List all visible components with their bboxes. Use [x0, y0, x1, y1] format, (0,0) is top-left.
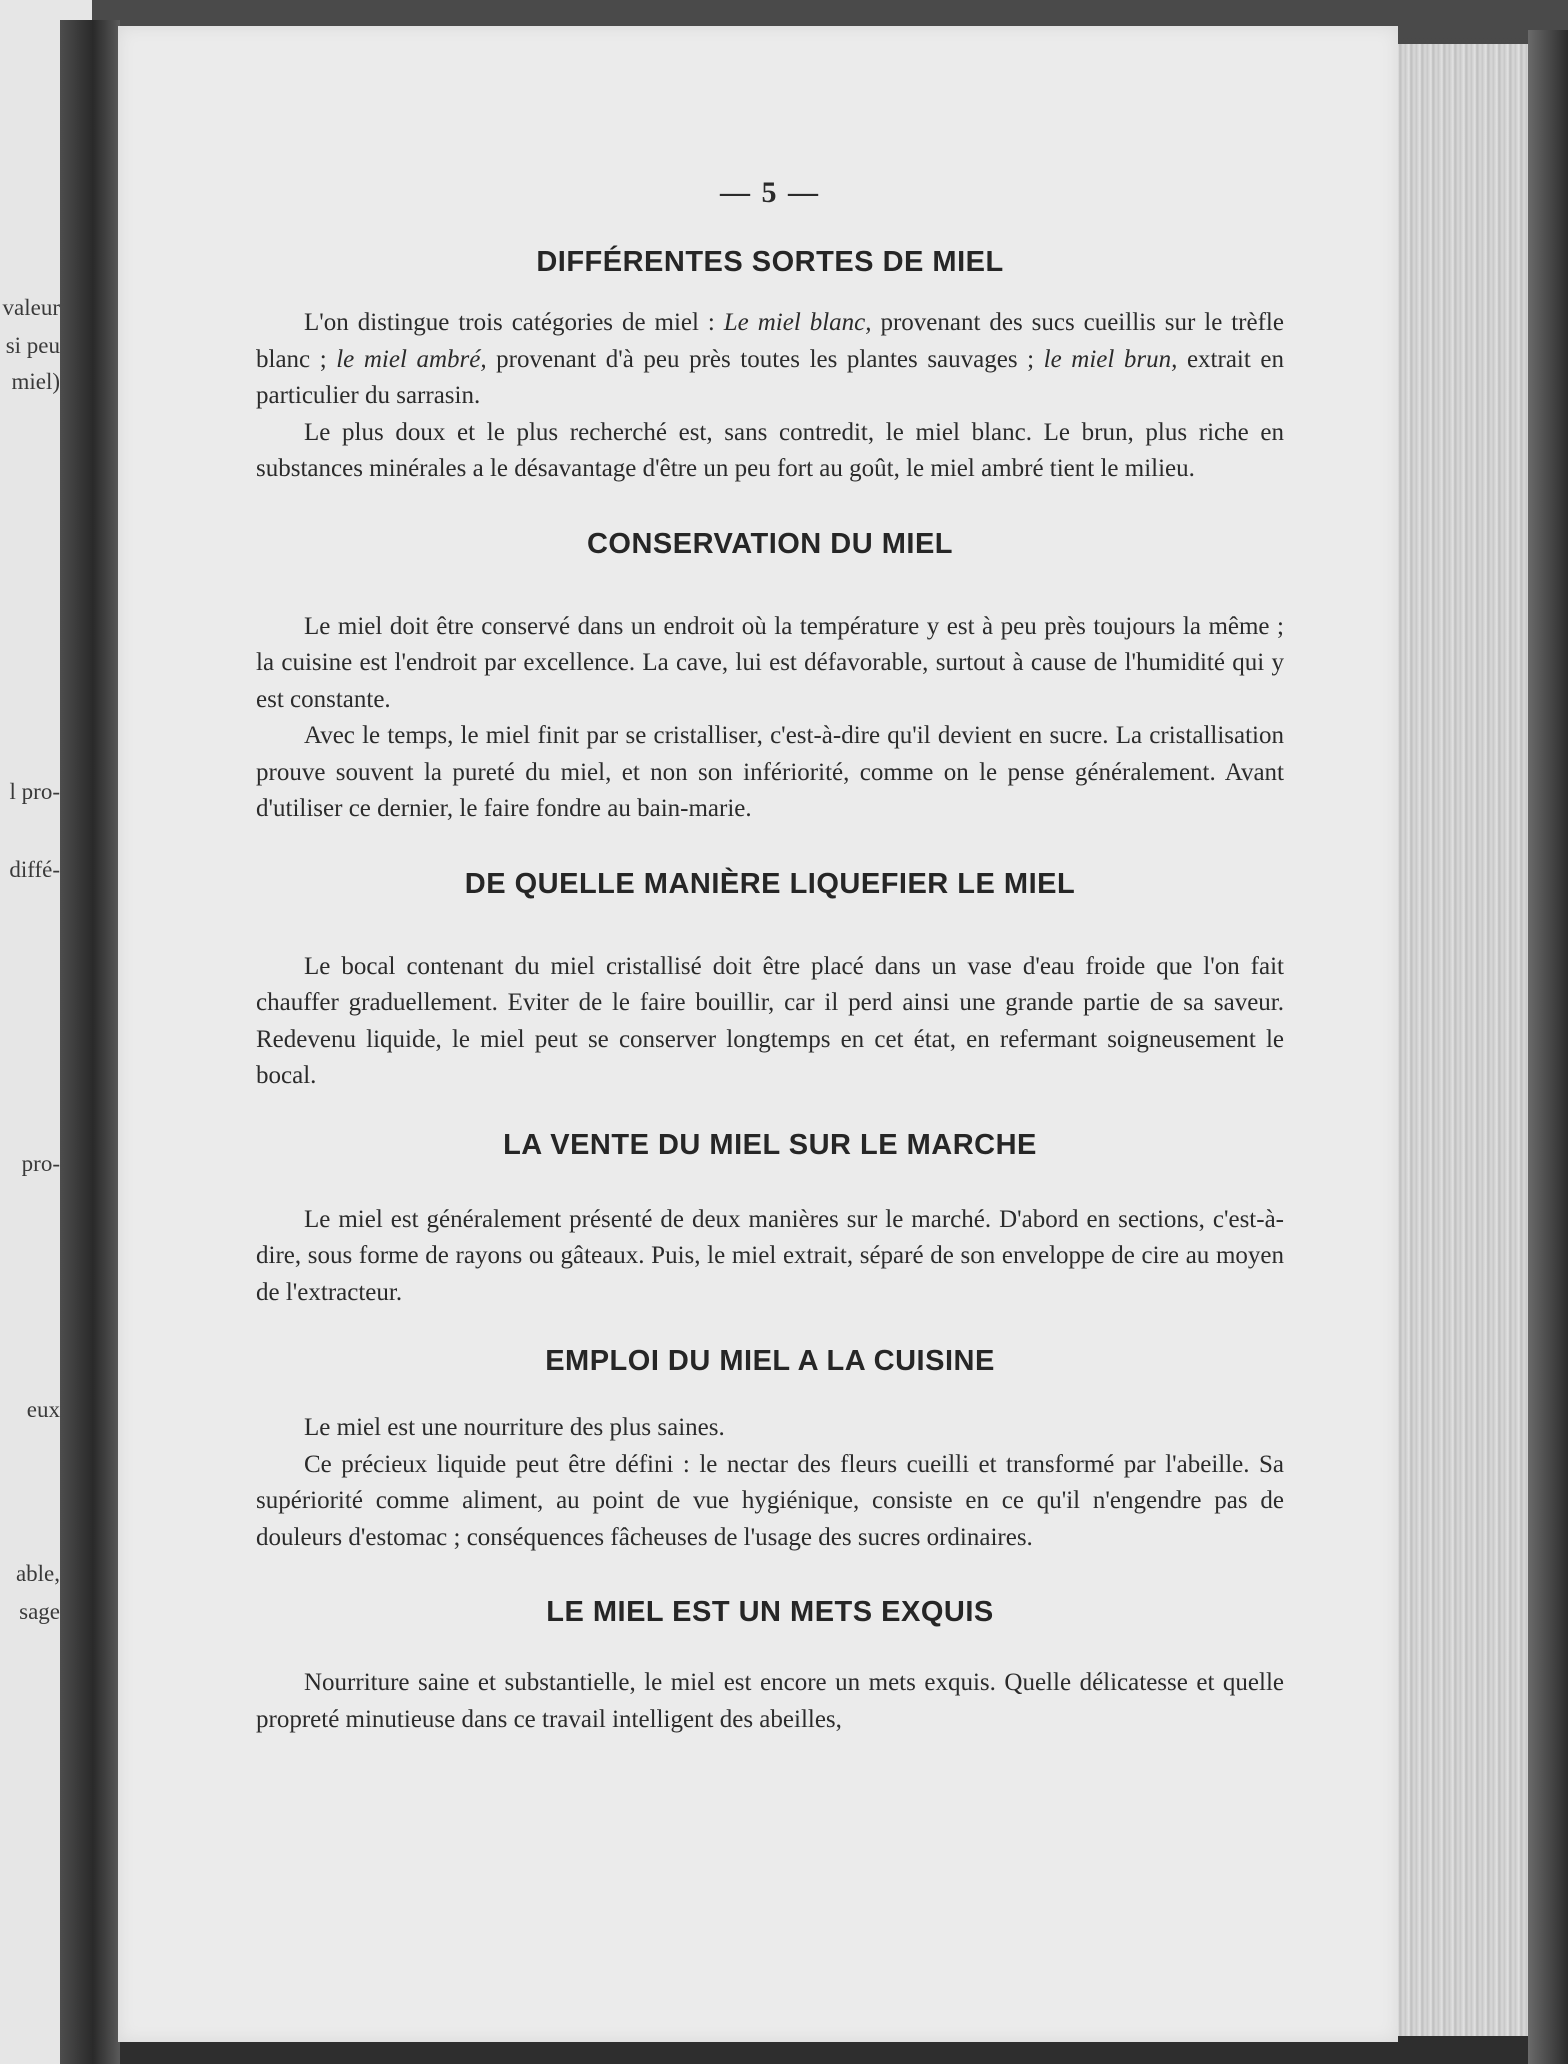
book-cover-edge [1528, 30, 1568, 2064]
paragraph [256, 305, 1284, 415]
previous-page-fragment: l pro- [9, 779, 60, 804]
previous-page-fragment: valeur [2, 295, 60, 320]
text-run: Nourriture saine et substantielle, le miel est encore un mets exquis. Quelle délicatesse et quelle propreté minutieuse dans ce travail intelligent des abeilles, [256, 1669, 1284, 1733]
italic-text-run: Le miel blanc, [723, 309, 872, 336]
section-vente [256, 1129, 1284, 1312]
text-run: provenant d'à peu près toutes les plantes sauvages ; [486, 345, 1044, 373]
book-gutter [60, 20, 120, 2064]
page-content [256, 176, 1284, 1738]
section-emploi-cuisine [256, 1345, 1284, 1556]
text-run: Le bocal contenant du miel cristallisé doit être placé dans un vase d'eau froide que l'on fait chauffer graduellement. Eviter de le faire bouillir, car il perd ainsi une grande partie de sa saveur. Redevenu liquide, le miel peut se conserver longtemps en cet état, en refermant soigneusement le bocal. [256, 952, 1284, 1089]
section-heading: LA VENTE DU MIEL SUR LE MARCHE [503, 1128, 1037, 1161]
text-run: Le miel doit être conservé dans un endroit où la température y est à peu près toujours la même ; la cuisine est l'endroit par excellence. La cave, lui est défavorable, surtout à cause de l'humidité qui y est constante. [256, 612, 1284, 713]
section-conservation [256, 528, 1284, 828]
paragraph [256, 1447, 1284, 1557]
paragraph [256, 1202, 1284, 1312]
text-run: extrait en particulier du sarrasin. [256, 345, 1284, 409]
book-page [118, 26, 1398, 2042]
previous-page-fragment: miel) [11, 369, 60, 394]
text-run: Le miel est une nourriture des plus saines. [304, 1414, 725, 1441]
italic-text-run: le miel ambré, [336, 345, 487, 373]
previous-page-fragment: sage [19, 1599, 60, 1624]
paragraph [256, 949, 1284, 1095]
text-run: L'on distingue trois catégories de miel : [304, 309, 724, 336]
section-differentes-sortes [256, 246, 1284, 488]
italic-text-run: le miel brun, [1043, 345, 1178, 373]
text-run: Ce précieux liquide peut être défini : le nectar des fleurs cueilli et transformé par l'abeille. Sa supériorité comme aliment, au point de vue hygiénique, consiste en ce qu'il n'engendre pas de douleurs d'estomac ; conséquences fâcheuses de l'usage des sucres ordinaires. [256, 1450, 1284, 1551]
paragraph [256, 415, 1284, 488]
previous-page-fragment: eux [26, 1397, 60, 1422]
section-mets-exquis [256, 1596, 1284, 1738]
previous-page-fragment: si peu [5, 333, 60, 358]
previous-page-fragment: diffé- [9, 857, 60, 882]
section-heading: DE QUELLE MANIÈRE LIQUEFIER LE MIEL [464, 867, 1076, 900]
text-run: Avec le temps, le miel finit par se cristalliser, c'est-à-dire qu'il devient en sucre. La cristallisation prouve souvent la pureté du miel, et non son infériorité, comme on le pense généralement. Avant d'utiliser ce dernier, le faire fondre au bain-marie. [256, 722, 1284, 822]
page-number: — 5 — [720, 176, 820, 209]
previous-page-fragment: able, [15, 1561, 60, 1586]
paragraph [256, 609, 1284, 719]
previous-page-fragment: pro- [21, 1151, 60, 1176]
section-liquefier [256, 868, 1284, 1095]
paragraph [256, 718, 1284, 828]
paragraph [256, 1410, 1284, 1447]
section-heading: CONSERVATION DU MIEL [586, 527, 954, 560]
section-heading: DIFFÉRENTES SORTES DE MIEL [536, 246, 1004, 278]
text-run: provenant des sucs cueillis sur le trèfle blanc ; [256, 309, 1284, 373]
text-run: Le miel est généralement présenté de deux manières sur le marché. D'abord en sections, c'est-à-dire, sous forme de rayons ou gâteaux. Puis, le miel extrait, séparé de son enveloppe de cire au moyen de l'extracteur. [256, 1205, 1284, 1306]
text-run: Le plus doux et le plus recherché est, sans contredit, le miel blanc. Le brun, plus riche en substances minérales a le désavantage d'être un peu fort au goût, le miel ambré tient le milieu. [256, 418, 1284, 482]
paragraph [256, 1665, 1284, 1738]
section-heading: LE MIEL EST UN METS EXQUIS [546, 1596, 994, 1628]
section-heading: EMPLOI DU MIEL A LA CUISINE [545, 1345, 995, 1377]
